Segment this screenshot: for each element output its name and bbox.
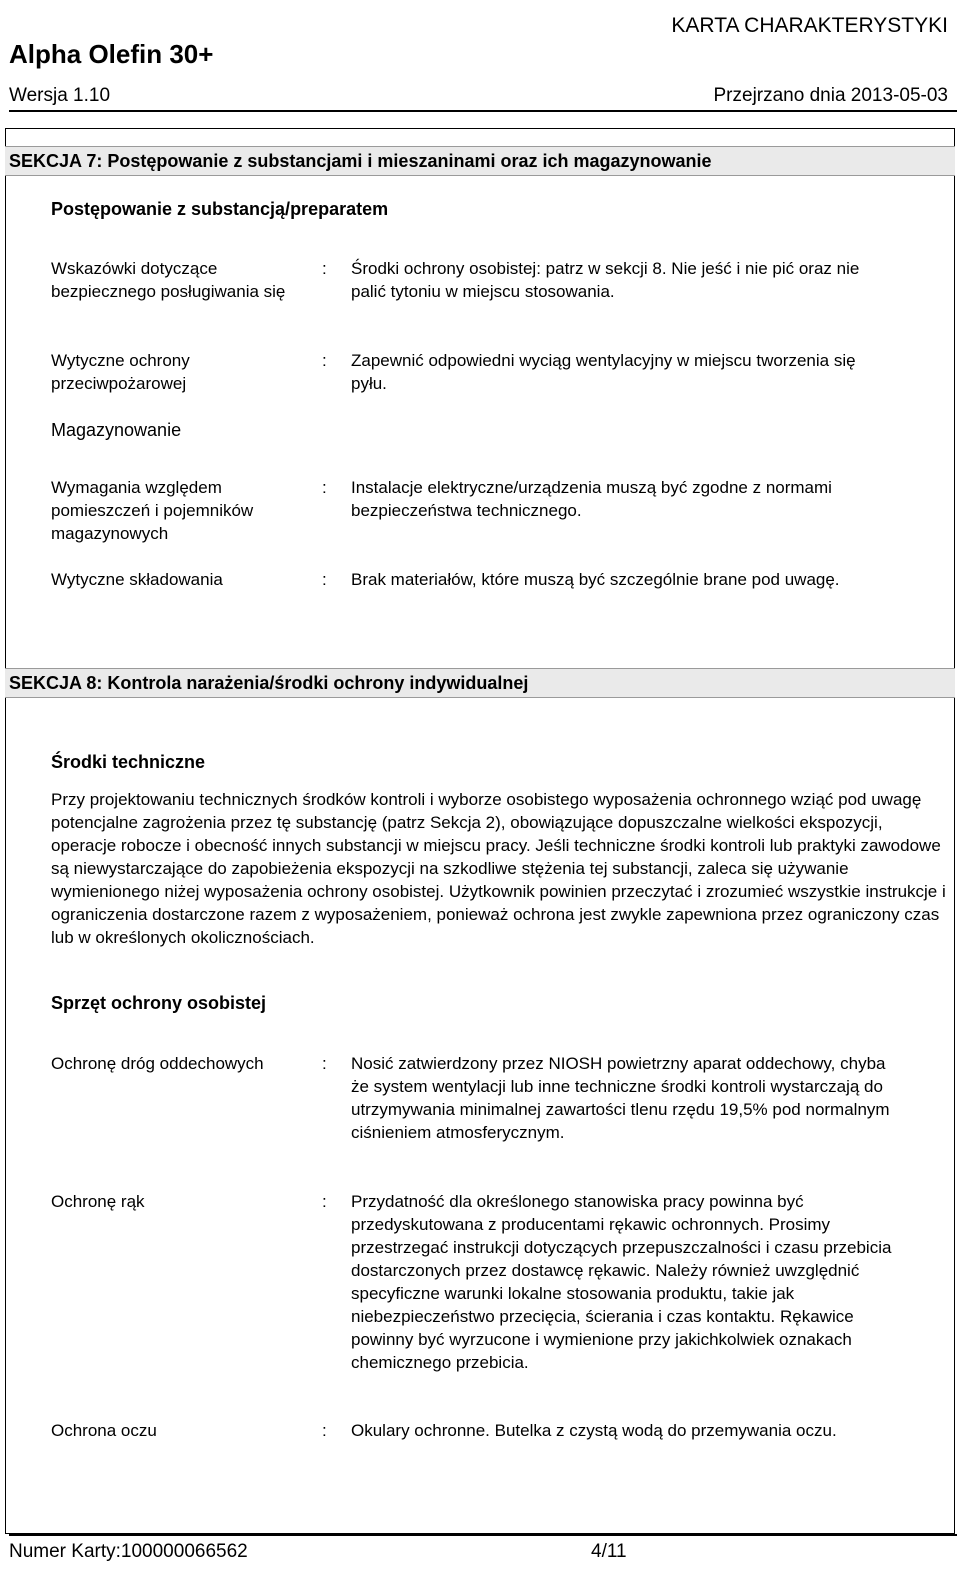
storage-guidelines-colon: : [322,570,327,589]
fire-protection-colon: : [322,351,327,370]
safe-handling-value: Środki ochrony osobistej: patrz w sekcji 8. Nie jeść i nie pić oraz nie palić tytoniu w miejscu stosowania. [351,259,860,301]
safe-handling-label: Wskazówki dotyczące bezpiecznego posługiwania się [51,259,286,301]
storage-requirements-label: Wymagania względem pomieszczeń i pojemników magazynowych [51,478,254,543]
card-number: Numer Karty:100000066562 [9,1541,248,1562]
eye-protection-colon: : [322,1421,327,1440]
storage-requirements-value: Instalacje elektryczne/urządzenia muszą być zgodne z normami bezpieczeństwa technicznego. [351,478,832,520]
product-name: Alpha Olefin 30+ [9,39,214,69]
respiratory-protection-label: Ochronę dróg oddechowych [51,1054,264,1073]
footer-divider [9,1534,957,1536]
hand-protection-colon: : [322,1192,327,1211]
ppe-heading: Sprzęt ochrony osobistej [51,993,267,1013]
fire-protection-label: Wytyczne ochrony przeciwpożarowej [51,351,190,393]
storage-heading: Magazynowanie [51,420,182,440]
handling-heading: Postępowanie z substancją/preparatem [51,199,389,219]
page-number: 4/11 [591,1541,627,1562]
section-8-title: SEKCJA 8: Kontrola narażenia/środki ochrony indywidualnej [5,668,955,698]
hand-protection-label: Ochronę rąk [51,1192,145,1211]
technical-measures-body: Przy projektowaniu technicznych środków kontroli i wyborze osobistego wyposażenia ochronnego wziąć pod uwagę potencjalne zagrożenia przez tę substancję (patrz Sekcja 2), obowiązujące dopuszczalne wielkości ekspozycji, operacje robocze i obecność innych substancji w miejscu pracy. Jeśli techniczne środki kontroli lub praktyki zawodowe są niewystarczające do zapobieżenia ekspozycji na szkodliwe stężenia tej substancji, zaleca się używanie wymienionego niżej wyposażenia ochrony osobistej. Użytkownik powinien przeczytać i zrozumieć wszystkie instrukcje i ograniczenia dostarczone razem z wyposażeniem, ponieważ ochrona jest zwykle zapewniona przez ograniczony czas lub w określonych okolicznościach. [51,790,946,947]
storage-requirements-colon: : [322,478,327,497]
eye-protection-label: Ochrona oczu [51,1421,157,1440]
hand-protection-value: Przydatność dla określonego stanowiska pracy powinna być przedyskutowana z producentami rękawic ochronnych. Prosimy przestrzegać instrukcji dotyczących przepuszczalności i czasu przebicia dostarczonych przez dostawcę rękawic. Należy również uwzględnić specyficzne warunki lokalne stosowania produktu, takie jak niebezpieczeństwo przecięcia, ścierania i czas kontaktu. Rękawice powinny być wyrzucone i wymienione przy jakichkolwiek oznakach chemicznego przebicia. [351,1192,892,1372]
eye-protection-value: Okulary ochronne. Butelka z czystą wodą do przemywania oczu. [351,1421,837,1440]
section-7-title: SEKCJA 7: Postępowanie z substancjami i mieszaninami oraz ich magazynowanie [5,146,955,176]
fire-protection-value: Zapewnić odpowiedni wyciąg wentylacyjny w miejscu tworzenia się pyłu. [351,351,856,393]
version-label: Wersja 1.10 [9,85,111,106]
safe-handling-colon: : [322,259,327,278]
document-type: KARTA CHARAKTERYSTYKI [671,14,948,37]
storage-guidelines-label: Wytyczne składowania [51,570,223,589]
technical-measures-heading: Środki techniczne [51,752,206,772]
header-divider [9,110,957,112]
respiratory-protection-value: Nosić zatwierdzony przez NIOSH powietrzny aparat oddechowy, chyba że system wentylacji lub inne techniczne środki kontroli wystarczają do utrzymywania minimalnej zawartości tlenu rzędu 19,5% pod normalnym ciśnieniem atmosferycznym. [351,1054,890,1142]
storage-guidelines-value: Brak materiałów, które muszą być szczególnie brane pod uwagę. [351,570,840,589]
respiratory-protection-colon: : [322,1054,327,1073]
revision-date: Przejrzano dnia 2013-05-03 [713,85,948,106]
